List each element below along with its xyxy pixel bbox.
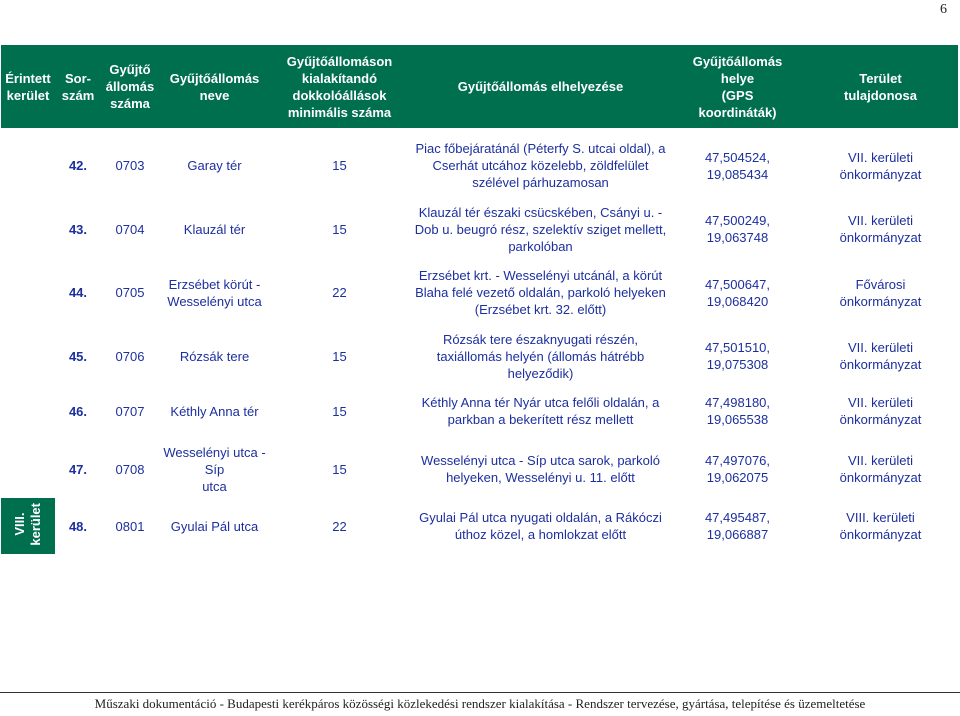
owner-cell: VII. kerületi önkormányzat [839,453,922,485]
docks-cell: 15 [332,221,347,237]
code-cell: 0704 [115,221,145,237]
seq-cell: 47. [68,461,88,477]
docks-cell: 22 [332,518,347,534]
footer-text: Műszaki dokumentáció - Budapesti kerékpáros közösségi közlekedési rendszer kialakítása - Rendszer tervezése, gyártása, telepítése és üzemeltetése [94,696,866,711]
placement-cell: Klauzál tér északi csücskében, Csányi u. - Dob u. beugró rész, szelektív sziget mellett, parkolóban [414,204,667,254]
table-row [1,138,958,193]
name-cell: Gyulai Pál utca [170,518,259,534]
table-row [1,440,958,498]
seq-cell: 46. [68,403,88,419]
gps-cell: 47,504524, 19,085434 [704,149,771,182]
gps-cell: 47,500249, 19,063748 [704,213,771,245]
header-cell: Sor- szám [55,45,101,128]
seq-cell: 42. [68,158,88,173]
header-cell: Terület tulajdonosa [803,45,958,128]
district-side-label [1,498,55,554]
code-cell: 0703 [115,158,145,173]
gps-cell: 47,501510, 19,075308 [704,340,771,372]
seq-cell: 48. [68,518,88,534]
seq-cell: 44. [68,285,88,300]
placement-cell: Gyulai Pál utca nyugati oldalán, a Rákóczi úthoz közel, a homlokzat előtt [419,510,662,542]
placement-cell: Piac főbejáratánál (Péterfy S. utcai oldal), a Cserhát utcához közelebb, zöldfelület szélével párhuzamosan [415,141,666,190]
table-row [1,382,958,440]
table-row [1,498,958,554]
placement-cell: Wesselényi utca - Síp utca sarok, parkoló helyeken, Wesselényi u. 11. előtt [421,453,660,485]
docks-cell: 15 [332,348,347,364]
table-row [1,330,958,382]
code-cell: 0705 [115,285,145,300]
name-cell: Kéthly Anna tér [170,403,259,419]
placement-cell: Rózsák tere északnyugati részén, taxiállomás helyén (állomás hátrébb helyeződik) [436,331,645,381]
owner-cell: VII. kerületi önkormányzat [839,340,922,372]
seq-cell: 45. [68,348,88,364]
header-cell: Gyűjtő állomás száma [101,45,159,128]
station-table [1,45,958,554]
name-cell: Klauzál tér [183,221,246,237]
seq-cell: 43. [68,221,88,237]
code-cell: 0707 [115,403,145,419]
docks-cell: 22 [332,285,347,300]
header-cell: Gyűjtőállomás neve [159,45,270,128]
docks-cell: 15 [332,158,347,173]
gps-cell: 47,498180, 19,065538 [704,395,771,427]
page-footer [0,692,960,712]
district-side-text: VIII. kerület [12,502,43,546]
placement-cell: Erzsébet krt. - Wesselényi utcánál, a körút Blaha felé vezető oldalán, parkoló helyeken (Erzsébet krt. 32. előtt) [415,268,666,317]
header-cell: Gyűjtőállomáson kialakítandó dokkolóállások minimális száma [270,45,409,128]
owner-cell: VII. kerületi önkormányzat [839,213,922,245]
name-cell: Wesselényi utca - Síp utca [163,444,266,494]
table-row [1,255,958,330]
page-number: 6 [940,2,947,17]
owner-cell: VII. kerületi önkormányzat [839,149,922,182]
name-cell: Erzsébet körút - Wesselényi utca [167,276,262,309]
owner-cell: Fővárosi önkormányzat [839,276,922,309]
gps-cell: 47,500647, 19,068420 [704,276,771,309]
gps-cell: 47,497076, 19,062075 [704,453,771,485]
name-cell: Garay tér [187,158,242,173]
owner-cell: VIII. kerületi önkormányzat [839,510,922,542]
owner-cell: VII. kerületi önkormányzat [839,395,922,427]
header-cell: Gyűjtőállomás elhelyezése [409,45,672,128]
header-cell: Érintett kerület [1,45,55,128]
table-row [1,203,958,255]
code-cell: 0708 [115,461,145,477]
code-cell: 0706 [115,348,145,364]
placement-cell: Kéthly Anna tér Nyár utca felőli oldalán, a parkban a bekerített rész mellett [421,395,660,427]
code-cell: 0801 [115,518,145,534]
gps-cell: 47,495487, 19,066887 [704,510,771,542]
header-cell: Gyűjtőállomás helye (GPS koordináták) [672,45,803,128]
docks-cell: 15 [332,461,347,477]
table-header [1,45,958,128]
docks-cell: 15 [332,403,347,419]
name-cell: Rózsák tere [179,348,250,364]
